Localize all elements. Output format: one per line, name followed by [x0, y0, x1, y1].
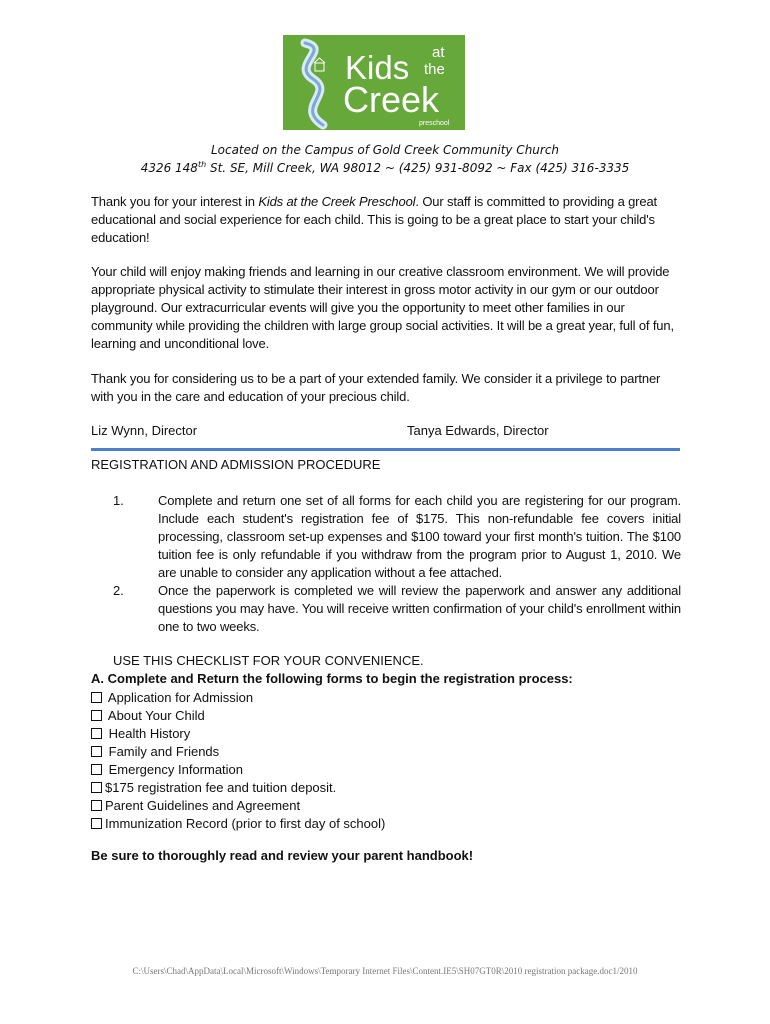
checkbox[interactable] — [91, 692, 102, 703]
item-text: Once the paperwork is completed we will review the paperwork and answer any additional questions you may have. You will receive written confirmation of your child's enrollment within one to two weeks. — [158, 583, 681, 634]
procedure-item — [113, 492, 681, 582]
intro-text: . Our staff is committed to providing a great educational and social experience for each child. This is going to be a great place to start your child's education! — [91, 194, 657, 245]
intro-text: Thank you for considering us to be a part of your extended family. We consider it a privilege to partner with you in the care and education of your precious child. — [91, 371, 661, 404]
checkbox[interactable] — [91, 764, 102, 775]
procedure-list — [113, 492, 681, 636]
checklist-item — [91, 797, 385, 815]
checklist-heading: USE THIS CHECKLIST FOR YOUR CONVENIENCE. — [113, 653, 424, 668]
checklist-item — [91, 761, 385, 779]
logo-word-kids: Kids — [345, 49, 410, 86]
checkbox[interactable] — [91, 728, 102, 739]
intro-text: Thank you for your interest in — [91, 194, 259, 209]
checklist-item — [91, 725, 385, 743]
forms-checklist — [91, 689, 385, 833]
checklist-label: About Your Child — [107, 708, 205, 723]
checkbox[interactable] — [91, 818, 102, 829]
signature-left: Liz Wynn, Director — [91, 423, 198, 438]
intro-paragraph-2 — [91, 263, 681, 353]
checkbox[interactable] — [91, 746, 102, 757]
checkbox[interactable] — [91, 800, 102, 811]
checklist-item — [91, 815, 385, 833]
kids-at-the-creek-logo — [283, 35, 465, 130]
intro-paragraph-1 — [91, 193, 681, 247]
logo-word-at: at — [432, 44, 445, 61]
item-number: 2. — [113, 583, 124, 598]
checklist-label: Health History — [108, 726, 191, 741]
signature-right: Tanya Edwards, Director — [407, 423, 549, 438]
file-path-footer: C:\Users\Chad\AppData\Local\Microsoft\Windows\Temporary Internet Files\Content.IE5\SH07GT0R\2010 registration package.doc1/2010 — [132, 966, 638, 976]
checklist-section-a: A. Complete and Return the following forms to begin the registration process: — [91, 671, 573, 686]
checklist-label: Family and Friends — [108, 744, 220, 759]
address-line — [0, 160, 770, 175]
closing-note: Be sure to thoroughly read and review your parent handbook! — [91, 848, 474, 863]
address-part: St. SE, Mill Creek, WA 98012 ~ (425) 931-8092 ~ Fax (425) 316-3335 — [206, 161, 630, 175]
checklist-item — [91, 707, 385, 725]
checklist-item — [91, 689, 385, 707]
checklist-label: Immunization Record (prior to first day of school) — [105, 816, 386, 831]
procedure-title: REGISTRATION AND ADMISSION PROCEDURE — [91, 457, 381, 472]
address-part: 4326 148 — [140, 161, 198, 175]
checklist-item — [91, 779, 385, 797]
checklist-item — [91, 743, 385, 761]
campus-line: Located on the Campus of Gold Creek Community Church — [210, 143, 560, 157]
item-number: 1. — [113, 493, 124, 508]
section-divider — [91, 448, 680, 451]
checklist-label: $175 registration fee and tuition deposit. — [105, 780, 337, 795]
checklist-label: Emergency Information — [108, 762, 244, 777]
school-name: Kids at the Creek Preschool — [258, 194, 416, 209]
item-text: Complete and return one set of all forms for each child you are registering for our program. Include each student's registration fee of $175. This non-refundable fee covers initial processing, classroom set-up expenses and $100 toward your first month's tuition. The $100 tuition fee is only refundable if you withdraw from the program prior to August 1, 2010. We are unable to consider any application without a fee attached. — [158, 493, 681, 580]
checklist-label: Parent Guidelines and Agreement — [105, 798, 301, 813]
procedure-item — [113, 582, 681, 636]
logo-word-creek: Creek — [343, 79, 440, 120]
checkbox[interactable] — [91, 782, 102, 793]
address-superscript: th — [197, 160, 207, 169]
logo-word-the: the — [424, 61, 445, 78]
logo-tagline: preschool — [419, 120, 450, 127]
checkbox[interactable] — [91, 710, 102, 721]
checklist-label: Application for Admission — [107, 690, 254, 705]
intro-text: Your child will enjoy making friends and learning in our creative classroom environment. We will provide appropriate physical activity to stimulate their interest in gross motor activity in our gym or our outdoor playground. Our extracurricular events will give you the opportunity to meet other families in our community while providing the children with large group social activities. It will be a great year, full of fun, learning and unconditional love. — [91, 264, 674, 351]
intro-paragraph-3 — [91, 370, 681, 406]
